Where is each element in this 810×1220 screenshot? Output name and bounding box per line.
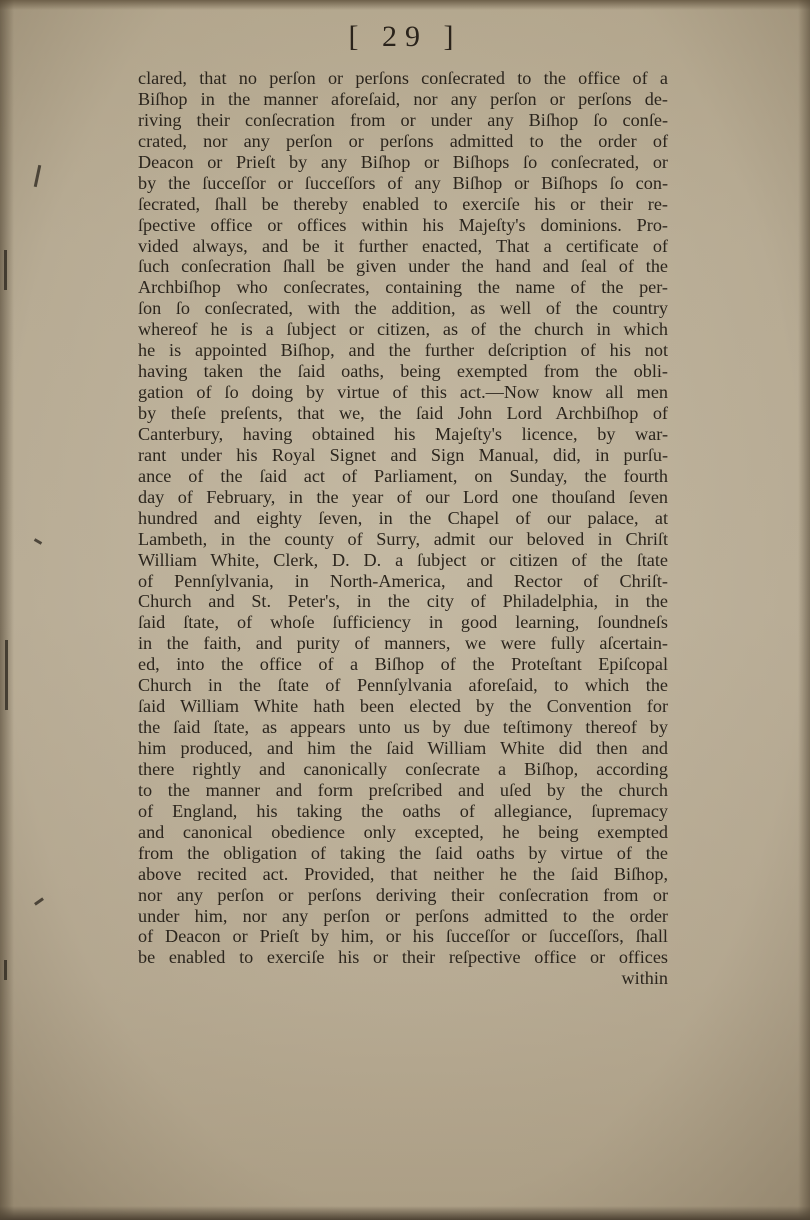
page-number: [ 29 ] [348,20,462,53]
text-line: to the manner and form preſcribed and uſed by the church [138,779,668,800]
text-line: hundred and eighty ſeven, in the Chapel of our palace, at [138,507,668,528]
margin-ink-mark [4,250,7,290]
page-edge-left [0,0,14,1220]
text-line: in the faith, and purity of manners, we were fully aſcertain- [138,633,668,654]
text-line: above recited act. Provided, that neither he the ſaid Biſhop, [138,863,668,884]
text-line: there rightly and canonically conſecrate a Biſhop, according [138,758,668,779]
text-line: whereof he is a ſubject or citizen, as of the church in which [138,319,668,340]
text-line: under him, nor any perſon or perſons admitted to the order [138,905,668,926]
text-line: of Pennſylvania, in North-America, and Rector of Chriſt- [138,570,668,591]
text-line: riving their conſecration from or under any Biſhop ſo conſe- [138,109,668,130]
text-line: him produced, and him the ſaid William White did then and [138,738,668,758]
margin-ink-mark [34,165,42,187]
text-line: be enabled to exerciſe his or their reſpective office or offices [138,947,668,968]
text-line: Church in the ſtate of Pennſylvania aforeſaid, to which the [138,675,668,696]
text-line: day of February, in the year of our Lord one thouſand ſeven [138,486,668,507]
text-line: Deacon or Prieſt by any Biſhop or Biſhops ſo conſecrated, or [138,151,668,172]
text-line: gation of ſo doing by virtue of this act.—Now know all men [138,382,668,403]
margin-ink-mark [4,960,7,980]
text-line: ſon ſo conſecrated, with the addition, as well of the country [138,298,668,319]
text-line: of England, his taking the oaths of allegiance, ſupremacy [138,800,668,821]
text-line: rant under his Royal Signet and Sign Manual, did, in purſu- [138,444,668,465]
margin-ink-mark [34,897,44,905]
text-line: vided always, and be it further enacted, That a certificate of [138,235,668,256]
text-line: nor any perſon or perſons deriving their conſecration from or [138,884,668,905]
text-line: Archbiſhop who conſecrates, containing the name of the per- [138,277,668,298]
text-line: by the ſucceſſor or ſucceſſors of any Biſhop or Biſhops ſo con- [138,172,668,193]
text-line: crated, nor any perſon or perſons admitted to the order of [138,130,668,151]
text-line: from the obligation of taking the ſaid oaths by virtue of the [138,842,668,863]
text-line: by theſe preſents, that we, the ſaid John Lord Archbiſhop of [138,403,668,423]
text-line: having taken the ſaid oaths, being exempted from the obli- [138,361,668,382]
body-text [138,68,668,989]
text-line: ſpective office or offices within his Majeſty's dominions. Pro- [138,214,668,235]
text-line: clared, that no perſon or perſons conſecrated to the office of a [138,68,668,88]
text-line: he is appointed Biſhop, and the further deſcription of his not [138,340,668,361]
text-line: Canterbury, having obtained his Majeſty's licence, by war- [138,423,668,444]
text-line: ſaid ſtate, of whoſe ſufficiency in good learning, ſoundneſs [138,612,668,633]
page-edge-bottom [0,1206,810,1220]
text-line: ſecrated, ſhall be thereby enabled to exerciſe his or their re- [138,193,668,214]
text-line: William White, Clerk, D. D. a ſubject or citizen of the ſtate [138,549,668,570]
margin-ink-mark [5,640,8,710]
margin-ink-mark [34,538,42,545]
page-edge-right [798,0,810,1220]
text-line: the ſaid ſtate, as appears unto us by due teſtimony thereof by [138,717,668,738]
text-line: ſuch conſecration ſhall be given under the hand and ſeal of the [138,256,668,277]
catchword: within [621,968,668,989]
text-line: of Deacon or Prieſt by him, or his ſucceſſor or ſucceſſors, ſhall [138,926,668,947]
text-line: ed, into the office of a Biſhop of the Proteſtant Epiſcopal [138,654,668,675]
page-edge-top [0,0,810,10]
text-line: Lambeth, in the county of Surry, admit our beloved in Chriſt [138,528,668,549]
text-line: Biſhop in the manner aforeſaid, nor any perſon or perſons de- [138,88,668,109]
text-line: and canonical obedience only excepted, he being exempted [138,821,668,842]
text-line: ſaid William White hath been elected by the Convention for [138,696,668,717]
text-line: ance of the ſaid act of Parliament, on Sunday, the fourth [138,465,668,486]
text-line: Church and St. Peter's, in the city of Philadelphia, in the [138,591,668,612]
